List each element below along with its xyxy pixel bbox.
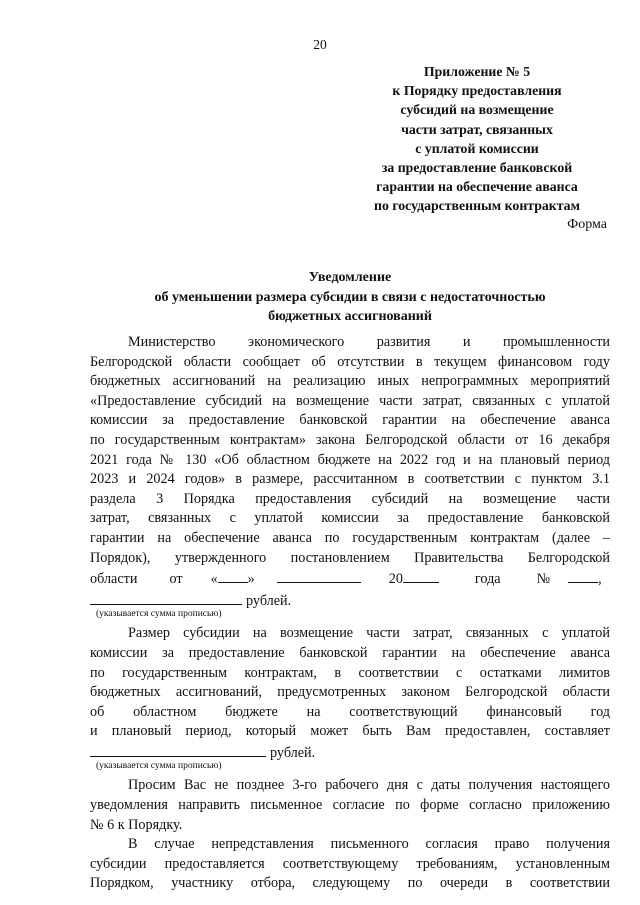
appendix-line: за предоставление банковской (381, 160, 573, 176)
paragraph-line: комиссии за предоставление банковской гарантии на обеспечение аванса (90, 644, 610, 661)
oblasti-word: области (90, 571, 138, 588)
paragraph-line: об областном бюджете на соответствующий финансовый год (90, 703, 610, 720)
document-body (90, 333, 610, 894)
form-label: Форма (567, 217, 607, 232)
paragraph-line: В случае непредставления письменного согласия право получения (128, 836, 610, 853)
paragraph-line: «Предоставление субсидий на возмещение части затрат, связанных с уплатой (90, 392, 610, 409)
document-title (90, 268, 610, 327)
paragraph-line: Порядком, участнику отбора, следующему по очереди в соответствии (90, 875, 610, 892)
quote-close: » (247, 571, 255, 588)
paragraph-line: № 6 к Порядку. (90, 816, 183, 833)
paragraph-line: и плановый период, который может быть Вам предоставлен, составляет (90, 723, 610, 740)
title-line: об уменьшении размера субсидии в связи с недостаточностью (154, 289, 546, 305)
title-line: бюджетных ассигнований (268, 309, 432, 324)
paragraph-line: бюджетных ассигнований на реализацию иных непрограммных мероприятий (90, 373, 610, 390)
page-number: 20 (313, 37, 327, 52)
rubles-word: рублей. (246, 592, 292, 609)
paragraph-line: Размер субсидии на возмещение части затрат, связанных с уплатой (128, 625, 610, 642)
paragraph-line: 2023 и 2024 годов» в размере, рассчитанном в соответствии с пунктом 3.1 (90, 471, 610, 488)
paragraph-line: субсидии предоставляется соответствующему требованиям, установленным (90, 855, 610, 872)
amount-hint: (указывается сумма прописью) (96, 609, 222, 620)
paragraph-line: Министерство экономического развития и промышленности (128, 334, 610, 350)
comma: , (598, 571, 602, 588)
paragraph-line: по государственным контрактам, в соответствии с остатками лимитов (90, 664, 610, 681)
appendix-line: с уплатой комиссии (415, 140, 539, 156)
paragraph-line: затрат, связанных с уплатой комиссии за предоставление банковской (90, 510, 610, 527)
paragraph-line: по государственным контрактам» закона Белгородской области от 16 декабря (90, 431, 610, 448)
paragraph-line: Белгородской области сообщает об отсутствии в текущем финансовом году (90, 353, 610, 370)
amount-blank-field[interactable] (90, 742, 266, 757)
paragraph-line: раздела 3 Порядка предоставления субсидий на возмещение части (90, 490, 610, 507)
appendix-line: субсидий на возмещение (400, 102, 554, 118)
year-prefix: 20 (388, 571, 403, 588)
ot-word: от (169, 571, 183, 588)
month-blank-field[interactable] (277, 568, 361, 583)
paragraph-line: Порядок), утвержденного постановлением Правительства Белгородской (90, 549, 610, 566)
goda-word: года (474, 571, 501, 588)
paragraph-line: уведомления направить письменное согласие по форме согласно приложению (90, 797, 610, 814)
amount-hint: (указывается сумма прописью) (96, 761, 222, 772)
rubles-word: рублей. (270, 744, 316, 761)
number-blank-field[interactable] (568, 568, 598, 583)
day-blank-field[interactable] (218, 568, 248, 583)
appendix-line: гарантии на обеспечение аванса (376, 179, 578, 195)
appendix-line: по государственным контрактам (374, 198, 580, 214)
date-number-line (90, 568, 610, 590)
appendix-line: части затрат, связанных (401, 121, 553, 137)
paragraph-line: гарантии на обеспечение аванса по государственным контрактам (далее – (90, 529, 610, 546)
number-sign: № (536, 571, 551, 588)
appendix-line: к Порядку предоставления (392, 83, 562, 99)
amount-blank-field[interactable] (90, 590, 242, 605)
year-blank-field[interactable] (403, 568, 439, 583)
paragraph-line: комиссии за предоставление банковской гарантии на обеспечение аванса (90, 412, 610, 429)
title-line: Уведомление (308, 270, 392, 285)
paragraph-line: бюджетных ассигнований, предусмотренных законом Белгородской области (90, 684, 610, 701)
quote-open: « (210, 571, 218, 588)
appendix-line: Приложение № 5 (423, 64, 531, 79)
paragraph-line: 2021 года № 130 «Об областном бюджете на 2022 год и на плановый период (90, 451, 610, 468)
appendix-header (347, 62, 607, 216)
paragraph-line: Просим Вас не позднее 3-го рабочего дня с даты получения настоящего (128, 777, 610, 794)
